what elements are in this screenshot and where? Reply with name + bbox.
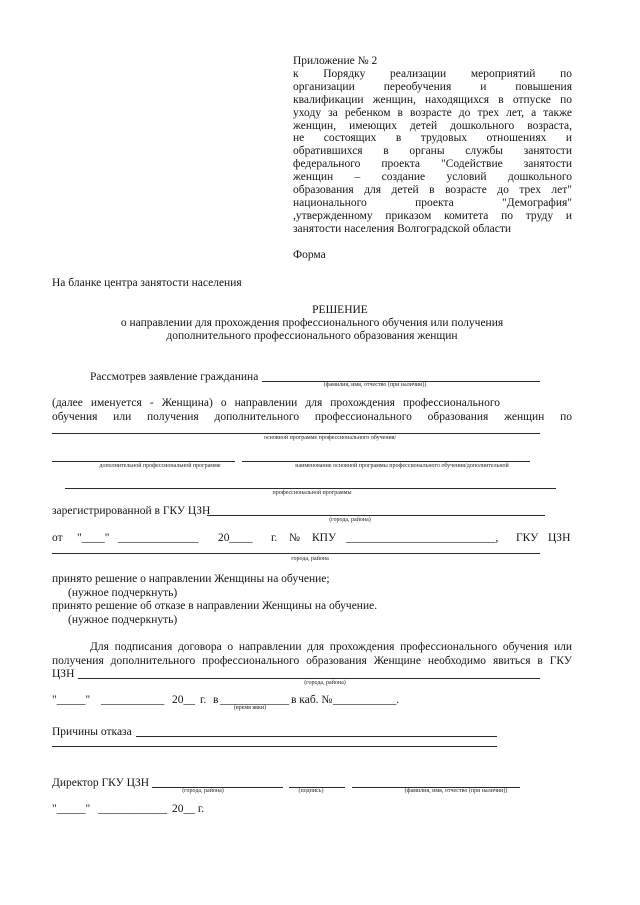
registration-city-blank (207, 515, 545, 516)
refuse-decision-note: (нужное подчеркнуть) (68, 614, 178, 626)
registration-city-caption: (города, района) (329, 517, 371, 523)
appointment-at: в (213, 694, 219, 706)
appendix-block (293, 55, 572, 236)
program-blank (52, 433, 540, 434)
number-sign: № (289, 532, 300, 544)
appendix-line: федерального проекта "Содействие занятости (293, 158, 572, 171)
appendix-line: не состоящих в трудовых отношениях и (293, 132, 572, 145)
center-city-caption: города, района (291, 556, 329, 562)
room-label: в каб. № (291, 694, 333, 706)
additional-program-caption: дополнительной профессиональной программе (99, 463, 221, 469)
appointment-line: Для подписания договора о направлении для прохождения профессионального обучения или (90, 641, 572, 653)
appointment-city-blank (78, 678, 540, 679)
center-prefix: ГКУ (516, 532, 539, 544)
applicant-label: Рассмотрев заявление гражданина (90, 371, 259, 383)
appendix-line: женщин – создание условий дошкольного (293, 171, 572, 184)
program-name-blank (242, 461, 530, 462)
room-number-blank: ___________. (333, 694, 400, 706)
appointment-day-blank: "_____" (52, 694, 91, 706)
appointment-time-caption: (время явки) (233, 705, 267, 711)
appendix-line: организации переобучения и повышения (293, 80, 572, 93)
director-city-caption: (города, района) (182, 788, 224, 794)
purpose-line: (далее именуется - Женщина) о направлении для прохождения профессионального (52, 397, 500, 409)
from-label: от (52, 532, 63, 544)
refusal-reasons-blank (136, 736, 497, 737)
signature-month-blank: ____________ (98, 803, 167, 815)
appointment-time-blank: ____________ (220, 694, 289, 706)
purpose-line: обучения или получения дополнительного профессионального образования женщин по (52, 411, 572, 423)
kpu-number-blank: __________________________, (346, 532, 499, 544)
director-signature-caption: (подпись) (298, 788, 324, 794)
refusal-reasons-blank (52, 746, 497, 747)
appointment-line: получения дополнительного профессионального образования Женщине необходимо явиться в ГКУ (52, 655, 572, 667)
appendix-last-line: занятости населения Волгоградской области (293, 222, 512, 235)
program-name-caption: наименование основной программы профессионального обучения/дополнительной (295, 463, 509, 469)
refuse-decision: принято решение об отказе в направлении Женщины на обучение. (52, 600, 378, 612)
accept-decision: принято решение о направлении Женщины на обучение; (52, 573, 330, 585)
appendix-line: к Порядку реализации мероприятий по (293, 67, 572, 80)
appendix-line: женщин, имеющих детей дошкольного возраста, (293, 119, 572, 132)
registration-month-blank: ______________ (118, 532, 199, 544)
registration-label: зарегистрированной в ГКУ ЦЗН (52, 505, 211, 517)
center-suffix: ЦЗН (548, 532, 571, 544)
registration-year: 20____ (218, 532, 253, 544)
signature-year: 20__ г. (172, 803, 205, 815)
accept-decision-note: (нужное подчеркнуть) (68, 587, 178, 599)
applicant-name-caption: (фамилия, имя, отчество (при наличии)) (323, 382, 427, 388)
program-blank (52, 461, 235, 462)
decision-subtitle: о направлении для прохождения профессионального обучения или получения (120, 317, 504, 329)
program-name-blank (65, 488, 556, 489)
appointment-year: 20__ (172, 694, 195, 706)
appointment-center: ЦЗН (52, 668, 75, 680)
appointment-city-caption: (города, района) (304, 680, 346, 686)
center-city-blank (52, 553, 540, 554)
appointment-month-blank: ___________ (101, 694, 165, 706)
director-name-caption: (фамилия, имя, отчество (при наличии)) (404, 788, 508, 794)
appointment-year-suffix: г. (200, 694, 207, 706)
main-program-caption: основной программе профессионального обучения/ (263, 435, 397, 441)
form-label: Форма (293, 249, 326, 261)
program-name-end-caption: профессиональной программы (272, 490, 352, 496)
letterhead-note: На бланке центра занятости населения (52, 277, 242, 289)
appendix-line: ,утвержденному приказом комитета по труду и (293, 209, 572, 222)
appendix-line: национального проекта "Демография" (293, 196, 572, 209)
appendix-line: образования для детей в возрасте до трех лет" (293, 184, 572, 197)
appendix-line: обратившихся в органы службы занятости (293, 145, 572, 158)
decision-subtitle: дополнительного профессионального образования женщин (166, 330, 458, 342)
registration-year-suffix: г. (271, 532, 278, 544)
refusal-reasons-label: Причины отказа (52, 726, 132, 738)
director-label: Директор ГКУ ЦЗН (52, 777, 150, 789)
kpu-label: КПУ (312, 532, 337, 544)
signature-day-blank: "_____" (52, 803, 91, 815)
appendix-title: Приложение № 2 (293, 55, 378, 67)
registration-day-blank: "____" (77, 532, 110, 544)
decision-title: РЕШЕНИЕ (312, 304, 368, 316)
appendix-line: уходу за ребенком в возрасте до трех лет, а также (293, 106, 572, 119)
appendix-line: квалификации женщин, находящихся в отпуске по (293, 93, 572, 106)
